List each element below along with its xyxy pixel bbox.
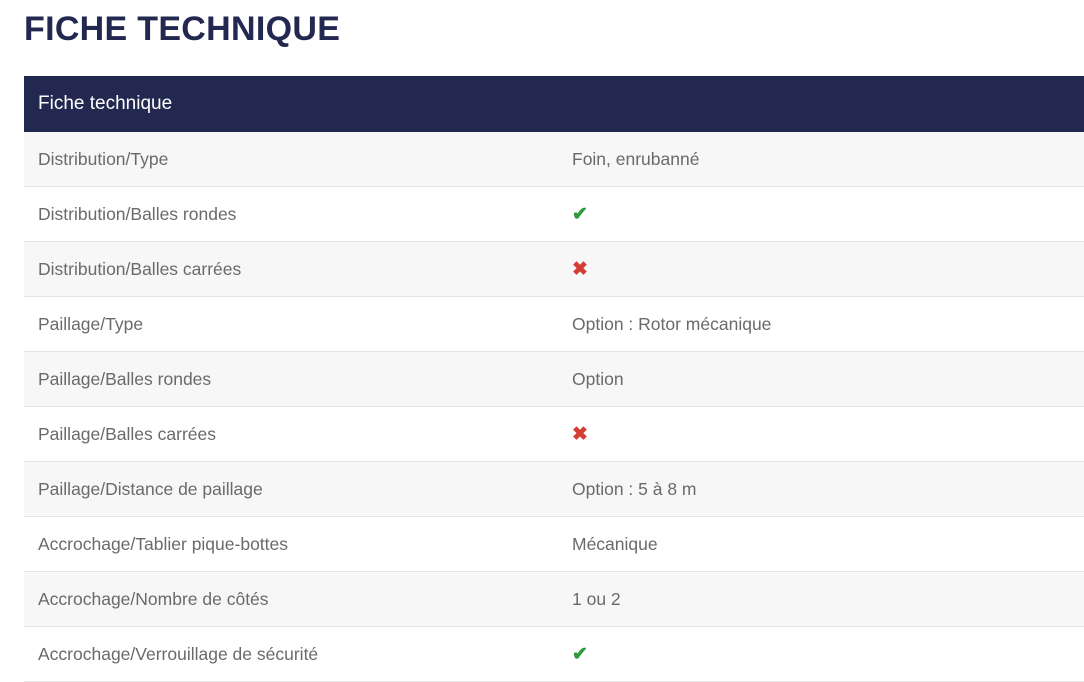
table-row [24, 407, 1084, 462]
page-title: FICHE TECHNIQUE [24, 10, 341, 48]
spec-value: Foin, enrubanné [554, 132, 1084, 187]
spec-label: Accrochage/Verrouillage de sécurité [24, 627, 554, 682]
table-body [24, 132, 1084, 682]
spec-label: Accrochage/Nombre de côtés [24, 572, 554, 627]
spec-value [554, 407, 1084, 462]
table-header-title: Fiche technique [24, 76, 1084, 132]
spec-value: Mécanique [554, 517, 1084, 572]
spec-label: Paillage/Balles carrées [24, 407, 554, 462]
table-row [24, 572, 1084, 627]
specifications-table [24, 76, 1084, 682]
table-row [24, 132, 1084, 187]
table-row [24, 627, 1084, 682]
check-icon: ✔ [572, 204, 588, 225]
table-row [24, 187, 1084, 242]
spec-value: Option : 5 à 8 m [554, 462, 1084, 517]
spec-value [554, 627, 1084, 682]
spec-value: Option [554, 352, 1084, 407]
spec-label: Accrochage/Tablier pique-bottes [24, 517, 554, 572]
table-header-row [24, 76, 1084, 132]
cross-icon: ✖ [572, 424, 588, 445]
spec-label: Distribution/Type [24, 132, 554, 187]
spec-value [554, 187, 1084, 242]
table-row [24, 462, 1084, 517]
check-icon: ✔ [572, 644, 588, 665]
table-row [24, 242, 1084, 297]
spec-value: 1 ou 2 [554, 572, 1084, 627]
spec-label: Paillage/Balles rondes [24, 352, 554, 407]
spec-label: Distribution/Balles rondes [24, 187, 554, 242]
spec-value [554, 242, 1084, 297]
table-row [24, 517, 1084, 572]
spec-label: Distribution/Balles carrées [24, 242, 554, 297]
spec-label: Paillage/Type [24, 297, 554, 352]
table-row [24, 352, 1084, 407]
table-header [24, 76, 1084, 132]
table-row [24, 297, 1084, 352]
spec-value: Option : Rotor mécanique [554, 297, 1084, 352]
cross-icon: ✖ [572, 259, 588, 280]
spec-label: Paillage/Distance de paillage [24, 462, 554, 517]
